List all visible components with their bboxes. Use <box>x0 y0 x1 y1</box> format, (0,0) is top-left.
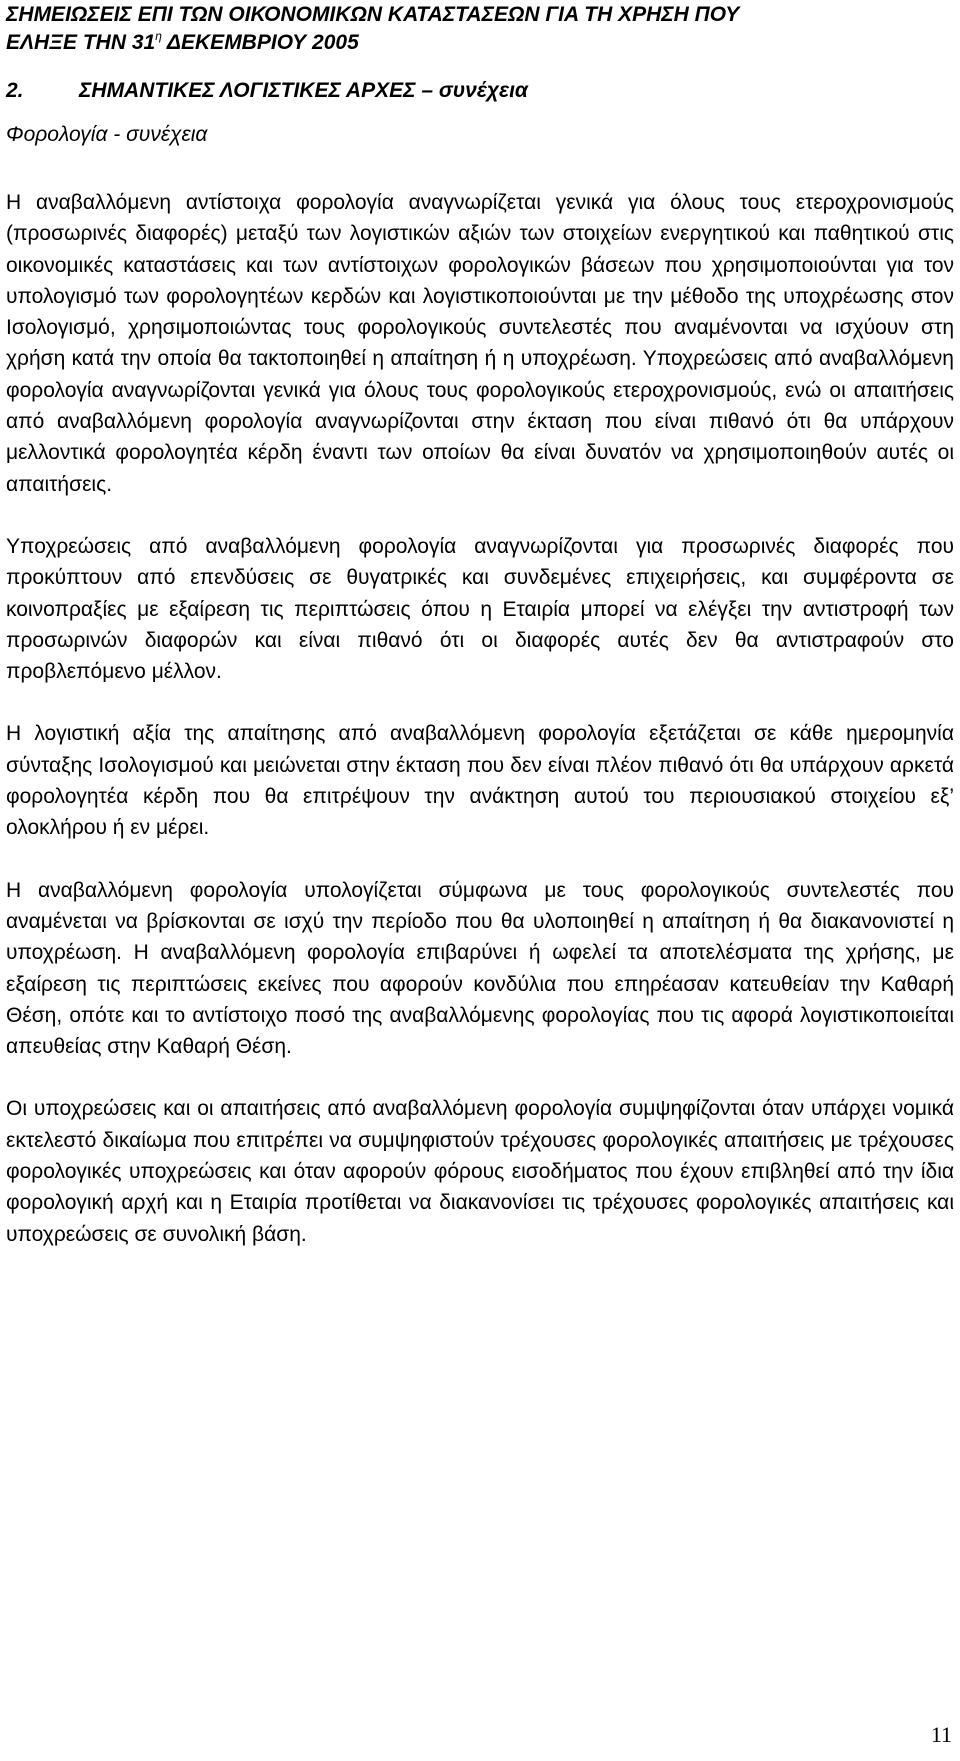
document-page <box>6 0 954 1250</box>
paragraph-2: Υποχρεώσεις από αναβαλλόμενη φορολογία αναγνωρίζονται για προσωρινές διαφορές που προκύπτουν από επενδύσεις σε θυγατρικές και συνδεμένες επιχειρήσεις, και συμφέροντα σε κοινοπραξίες με εξαίρεση τις περιπτώσεις όπου η Εταιρία μπορεί να ελέγξει την αντιστροφή των προσωρινών διαφορών και είναι πιθανό ότι οι διαφορές αυτές δεν θα αντιστραφούν στο προβλεπόμενο μέλλον. <box>6 534 954 684</box>
page-number: 11 <box>930 1722 952 1747</box>
header-ordinal-superscript: η <box>155 29 162 43</box>
header-line-2-start: ΕΛΗΞΕ ΤΗΝ 31 <box>6 31 156 54</box>
header-line-2 <box>6 29 954 57</box>
section-title: ΣΗΜΑΝΤΙΚΕΣ ΛΟΓΙΣΤΙΚΕΣ ΑΡΧΕΣ – συνέχεια <box>79 79 528 102</box>
paragraph-1: Η αναβαλλόμενη αντίστοιχα φορολογία αναγνωρίζεται γενικά για όλους τους ετεροχρονισμούς (προσωρινές διαφορές) μεταξύ των λογιστικών αξιών των στοιχείων ενεργητικού και παθητικού στις οικονομικές καταστάσεις και των αντίστοιχων φορολογικών βάσεων που χρησιμοποιούνται για τον υπολογισμό των φορολογητέων κερδών και λογιστικοποιούνται με την μέθοδο της υποχρέωσης στον Ισολογισμό, χρησιμοποιώντας τους φορολογικούς συντελεστές που αναμένονται να ισχύουν στη χρήση κατά την οποία θα τακτοποιηθεί η απαίτηση ή η υποχρέωση. Υποχρεώσεις από αναβαλλόμενη φορολογία αναγνωρίζονται γενικά για όλους τους φορολογικούς ετεροχρονισμούς, ενώ οι απαιτήσεις από αναβαλλόμενη φορολογία αναγνωρίζονται στην έκταση που είναι πιθανό ότι θα υπάρχουν μελλοντικά φορολογητέα κέρδη έναντι των οποίων θα είναι δυνατόν να χρησιμοποιηθούν αυτές οι απαιτήσεις. <box>6 191 954 496</box>
header-line-2-end: ΔΕΚΕΜΒΡΙΟΥ 2005 <box>161 31 359 54</box>
header-line-1: ΣΗΜΕΙΩΣΕΙΣ ΕΠΙ ΤΩΝ ΟΙΚΟΝΟΜΙΚΩΝ ΚΑΤΑΣΤΑΣΕΩΝ ΓΙΑ ΤΗ ΧΡΗΣΗ ΠΟΥ <box>6 3 740 26</box>
section-number: 2. <box>6 79 24 102</box>
paragraph-5: Οι υποχρεώσεις και οι απαιτήσεις από αναβαλλόμενη φορολογία συμψηφίζονται όταν υπάρχει νομικά εκτελεστό δικαίωμα που επιτρέπει να συμψηφιστούν τρέχουσες φορολογικές απαιτήσεις με τρέχουσες φορολογικές υποχρεώσεις και όταν αφορούν φόρους εισοδήματος που έχουν επιβληθεί από την ίδια φορολογική αρχή και η Εταιρία προτίθεται να διακανονίσει τις τρέχουσες φορολογικές απαιτήσεις και υποχρεώσεις σε συνολική βάση. <box>6 1097 954 1246</box>
document-header <box>6 1 954 57</box>
section-heading <box>6 77 954 105</box>
subsection-heading: Φορολογία - συνέχεια <box>6 123 208 146</box>
paragraph-4: Η αναβαλλόμενη φορολογία υπολογίζεται σύμφωνα με τους φορολογικούς συντελεστές που αναμένεται να βρίσκονται σε ισχύ την περίοδο που θα υλοποιηθεί η απαίτηση ή θα διακανονιστεί η υποχρέωση. Η αναβαλλόμενη φορολογία επιβαρύνει ή ωφελεί τα αποτελέσματα της χρήσης, με εξαίρεση τις περιπτώσεις εκείνες που αφορούν κονδύλια που επηρέασαν κατευθείαν την Καθαρή Θέση, οπότε και το αντίστοιχο ποσό της αναβαλλόμενης φορολογίας που τις αφορά λογιστικοποιείται απευθείας στην Καθαρή Θέση. <box>6 878 954 1059</box>
paragraph-3: Η λογιστική αξία της απαίτησης από αναβαλλόμενη φορολογία εξετάζεται σε κάθε ημερομηνία σύνταξης Ισολογισμού και μειώνεται στην έκταση που δεν είναι πλέον πιθανό ότι θα υπάρχουν αρκετά φορολογητέα κέρδη που θα επιτρέψουν την ανάκτηση αυτού του περιουσιακού στοιχείου εξ’ ολοκλήρου ή εν μέρει. <box>6 722 954 840</box>
